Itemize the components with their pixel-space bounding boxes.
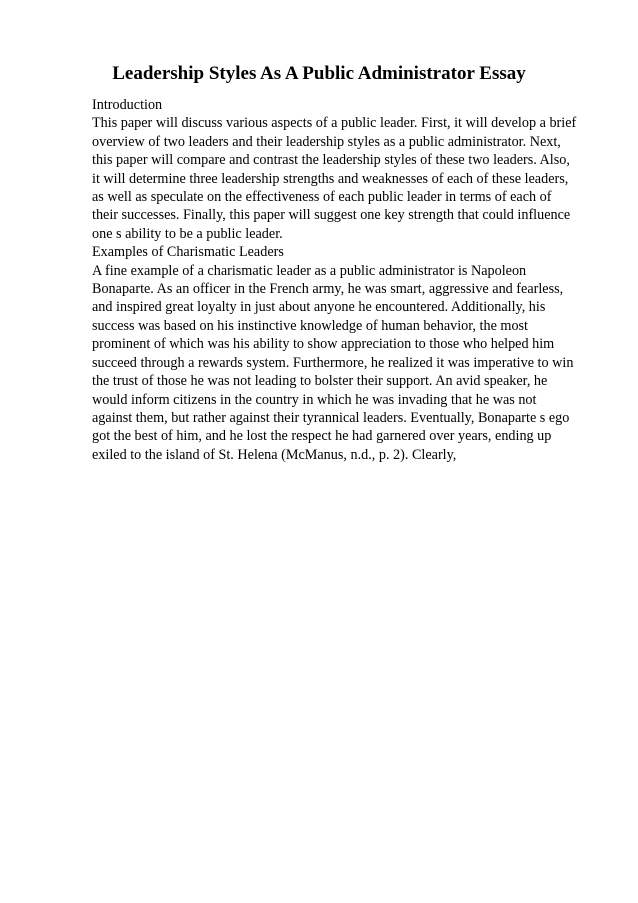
document-body xyxy=(92,96,602,464)
text-line: Bonaparte. As an officer in the French army, he was smart, aggressive and fearless, xyxy=(92,281,564,298)
section-heading-introduction: Introduction xyxy=(92,97,163,113)
text-line: as well as speculate on the effectiveness of each public leader in terms of each of xyxy=(92,189,552,206)
text-line: succeed through a rewards system. Furthermore, he realized it was imperative to win xyxy=(92,354,574,371)
text-line: against them, but rather against their tyrannical leaders. Eventually, Bonaparte s ego xyxy=(92,409,570,426)
text-line: their successes. Finally, this paper will suggest one key strength that could influence xyxy=(92,207,571,224)
section-heading-charismatic-leaders: Examples of Charismatic Leaders xyxy=(92,244,284,261)
text-line: it will determine three leadership strengths and weaknesses of each of these leaders, xyxy=(92,170,569,187)
text-line: one s ability to be a public leader. xyxy=(92,225,283,242)
text-line: this paper will compare and contrast the leadership styles of these two leaders. Also, xyxy=(92,152,570,169)
text-line: A fine example of a charismatic leader as a public administrator is Napoleon xyxy=(92,262,527,279)
text-line: overview of two leaders and their leadership styles as a public administrator. Next, xyxy=(92,133,561,150)
text-line: exiled to the island of St. Helena (McManus, n.d., p. 2). Clearly, xyxy=(92,446,457,463)
text-line: success was based on his instinctive knowledge of human behavior, the most xyxy=(92,317,529,334)
text-line: got the best of him, and he lost the respect he had garnered over years, ending up xyxy=(92,428,552,445)
text-line: the trust of those he was not leading to bolster their support. An avid speaker, he xyxy=(92,373,548,390)
text-line: would inform citizens in the country in which he was invading that he was not xyxy=(92,391,537,408)
document-title: Leadership Styles As A Public Administrator Essay xyxy=(112,63,526,84)
text-line: This paper will discuss various aspects of a public leader. First, it will develop a brief xyxy=(92,115,577,132)
text-line: prominent of which was his ability to show appreciation to those who helped him xyxy=(92,336,555,353)
text-line: and inspired great loyalty in just about anyone he encountered. Additionally, his xyxy=(92,299,546,316)
